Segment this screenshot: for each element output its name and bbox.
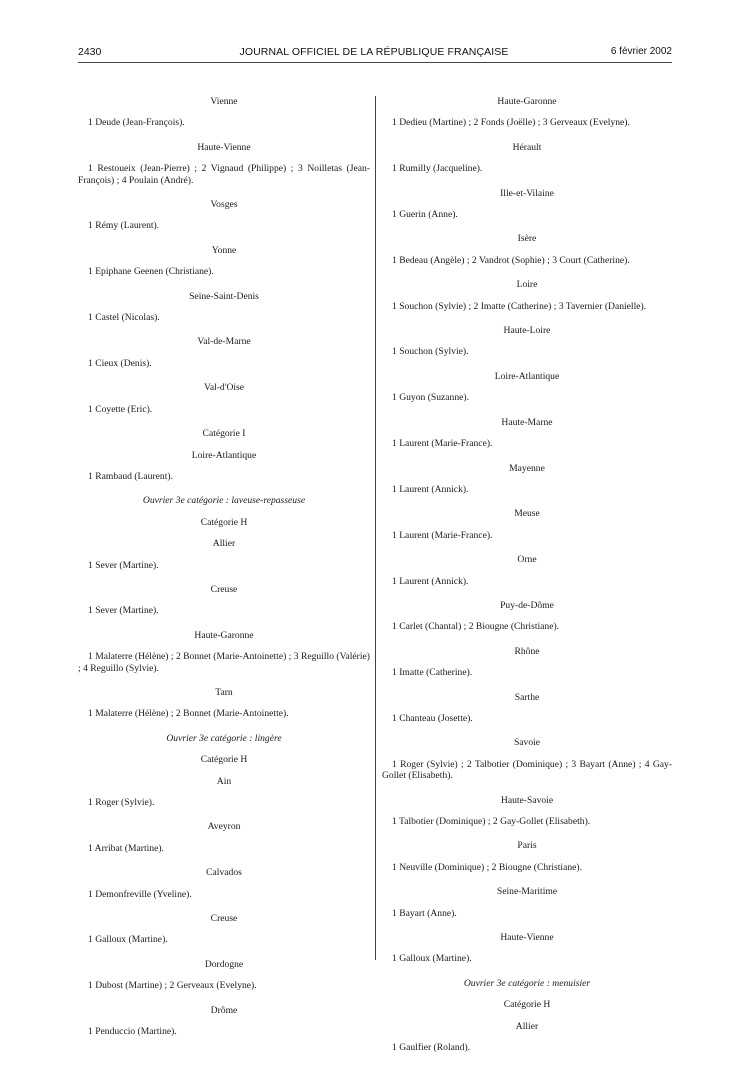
section-heading: Allier [515,1020,539,1032]
list-item: 1 Epiphane Geenen (Christiane). [88,266,214,278]
section-heading: Isère [517,233,537,245]
section-heading: Ille-et-Vilaine [500,187,554,199]
section-heading: Rhône [514,645,540,657]
section-heading: Loire-Atlantique [191,449,257,461]
section-heading: Seine-Saint-Denis [189,290,259,302]
section-heading: Haute-Vienne [500,932,554,944]
list-item: 1 Chanteau (Josette). [392,712,473,724]
list-item: 1 Souchon (Sylvie). [392,346,469,358]
list-item: 1 Sever (Martine). [88,605,159,617]
list-item: 1 Roger (Sylvie). [88,797,155,808]
section-heading: Orne [517,554,537,566]
section-title: Ouvrier 3e catégorie : lingère [166,732,282,744]
section-heading: Loire-Atlantique [494,370,560,382]
list-item: 1 Galloux (Martine). [392,953,472,965]
list-item: 1 Guyon (Suzanne). [392,392,469,404]
list-item: 1 Rémy (Laurent). [88,220,160,232]
list-item: 1 Bayart (Anne). [392,907,457,919]
section-heading: Allier [212,538,236,550]
journal-title: JOURNAL OFFICIEL DE LA RÉPUBLIQUE FRANÇAISE [239,46,509,58]
list-item: 1 Laurent (Marie-France). [392,438,493,450]
section-heading: Hérault [512,141,542,153]
header-rule [78,62,672,63]
list-item: 1 Rumilly (Jacqueline). [392,163,483,175]
list-item: 1 Laurent (Annick). [392,575,469,587]
section-heading: Catégorie I [202,428,246,440]
section-heading: Aveyron [207,821,241,833]
section-heading: Creuse [210,913,238,925]
section-heading: Paris [517,840,537,852]
section-heading: Val-de-Marne [197,336,251,348]
section-heading: Haute-Loire [503,325,551,337]
section-heading: Drôme [210,1004,238,1016]
section-heading: Vienne [210,96,238,107]
section-heading: Val-d'Oise [203,382,245,394]
section-heading: Catégorie H [200,754,248,766]
list-item: 1 Restoueix (Jean-Pierre) ; 2 Vignaud (Philippe) ; 3 Noilletas (Jean-François) ; 4 Poulain (André). [78,163,370,186]
list-item: 1 Galloux (Martine). [88,934,168,946]
list-item: 1 Coyette (Eric). [88,403,153,415]
section-title: Ouvrier 3e catégorie : laveuse-repasseuse [142,495,306,507]
list-item: 1 Cieux (Denis). [88,357,152,369]
section-heading: Mayenne [509,462,545,474]
column-divider [375,96,376,960]
list-item: 1 Dubost (Martine) ; 2 Gerveaux (Evelyne). [88,980,257,992]
list-item: 1 Arribat (Martine). [88,842,164,854]
list-item: 1 Carlet (Chantal) ; 2 Biougne (Christiane). [392,621,560,633]
section-heading: Puy-de-Dôme [500,599,554,611]
list-item: 1 Guerin (Anne). [392,209,458,221]
section-heading: Dordogne [204,958,244,970]
section-heading: Ain [216,775,232,787]
list-item: 1 Laurent (Marie-France). [392,529,493,541]
page-number: 2430 [78,46,102,58]
section-heading: Catégorie H [200,516,248,528]
section-heading: Sarthe [514,691,540,703]
left-column [78,96,370,1050]
section-heading: Savoie [513,737,541,749]
list-item: 1 Talbotier (Dominique) ; 2 Gay-Gollet (Elisabeth). [392,816,591,827]
list-item: 1 Gaulfier (Roland). [392,1042,471,1054]
list-item: 1 Dedieu (Martine) ; 2 Fonds (Joëlle) ; 3 Gerveaux (Evelyne). [392,117,630,129]
list-item: 1 Malaterre (Hélène) ; 2 Bonnet (Marie-Antoinette) ; 3 Reguillo (Valérie) ; 4 Reguillo (Sylvie). [78,651,370,674]
list-item: 1 Bedeau (Angèle) ; 2 Vandrot (Sophie) ; 3 Court (Catherine). [392,254,630,266]
section-heading: Tarn [215,686,233,698]
publication-date: 6 février 2002 [610,46,672,57]
section-heading: Vosges [210,199,238,211]
list-item: 1 Laurent (Annick). [392,483,469,495]
list-item: 1 Castel (Nicolas). [88,312,160,324]
section-heading: Creuse [210,583,238,595]
section-title: Ouvrier 3e catégorie : menuisier [463,977,591,989]
section-heading: Haute-Marne [501,416,553,428]
list-item: 1 Deude (Jean-François). [88,117,185,129]
section-heading: Seine-Maritime [496,886,558,898]
section-heading: Haute-Garonne [194,629,254,641]
section-heading: Yonne [211,244,237,256]
list-item: 1 Penduccio (Martine). [88,1026,177,1038]
list-item: 1 Demonfreville (Yveline). [88,888,192,900]
list-item: 1 Roger (Sylvie) ; 2 Talbotier (Dominique) ; 3 Bayart (Anne) ; 4 Gay-Gollet (Elisabeth). [382,758,672,782]
section-heading: Meuse [514,508,540,520]
section-heading: Catégorie H [503,999,551,1011]
section-heading: Haute-Savoie [500,794,554,806]
list-item: 1 Malaterre (Hélène) ; 2 Bonnet (Marie-Antoinette). [88,708,289,720]
list-item: 1 Imatte (Catherine). [392,667,473,679]
list-item: 1 Sever (Martine). [88,559,159,571]
section-heading: Haute-Vienne [197,141,251,153]
list-item: 1 Rambaud (Laurent). [88,470,173,482]
right-column [382,96,672,1066]
list-item: 1 Souchon (Sylvie) ; 2 Imatte (Catherine) ; 3 Tavernier (Danielle). [392,300,647,312]
section-heading: Haute-Garonne [497,96,557,107]
section-heading: Calvados [206,867,242,879]
section-heading: Loire [516,279,538,291]
list-item: 1 Neuville (Dominique) ; 2 Biougne (Christiane). [392,861,582,873]
